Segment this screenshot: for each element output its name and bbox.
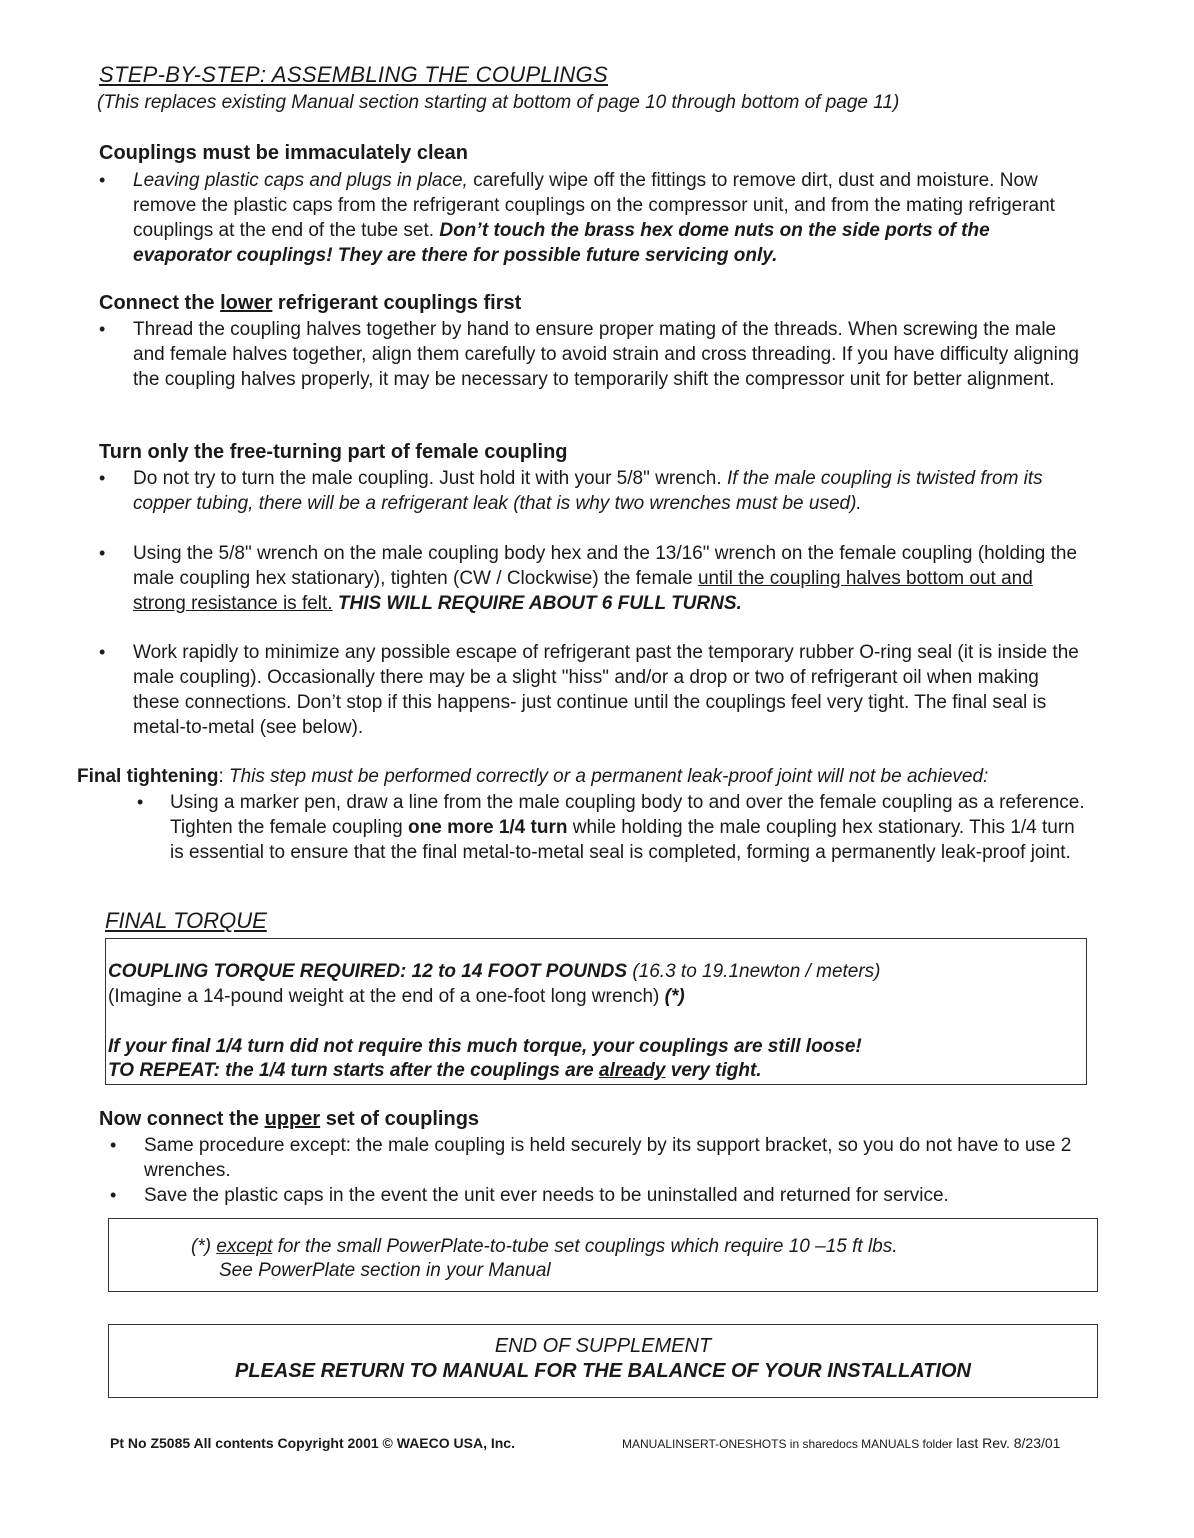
- bullet-dot: •: [99, 170, 106, 190]
- bullet-dot: •: [99, 543, 106, 563]
- bullet-final-1: Using a marker pen, draw a line from the male coupling body to and over the female coupling as a reference. Tighten the female coupling one more 1/4 turn while holding the male coupling hex stationary. This 1/4 turn is essential to ensure that the final metal-to-metal seal is completed, forming a permanently leak-proof joint.: [170, 792, 1085, 863]
- end-line-1: END OF SUPPLEMENT: [494, 1335, 712, 1357]
- bullet-dot: •: [99, 468, 106, 488]
- heading-free-turning: Turn only the free-turning part of female coupling: [99, 441, 568, 463]
- bullet-dot: •: [99, 642, 106, 662]
- page-subtitle: (This replaces existing Manual section starting at bottom of page 10 through bottom of page 11): [97, 92, 900, 113]
- page-title: STEP-BY-STEP: ASSEMBLING THE COUPLINGS: [99, 62, 608, 87]
- torque-box: [105, 938, 1087, 1085]
- note-line-2: See PowerPlate section in your Manual: [219, 1260, 551, 1281]
- end-line-2: PLEASE RETURN TO MANUAL FOR THE BALANCE OF YOUR INSTALLATION: [235, 1360, 971, 1382]
- torque-required-line: COUPLING TORQUE REQUIRED: 12 to 14 FOOT POUNDS (16.3 to 19.1newton / meters): [108, 961, 881, 982]
- footer-revision: MANUALINSERT-ONESHOTS in sharedocs MANUALS folder last Rev. 8/23/01: [622, 1435, 1061, 1451]
- bullet-upper-2: Save the plastic caps in the event the unit ever needs to be uninstalled and returned for service.: [144, 1185, 949, 1206]
- bullet-free-1: Do not try to turn the male coupling. Just hold it with your 5/8" wrench. If the male coupling is twisted from its copper tubing, there will be a refrigerant leak (that is why two wrenches must be used).: [133, 468, 1043, 514]
- bullet-free-2: Using the 5/8" wrench on the male coupling body hex and the 13/16" wrench on the female coupling (holding the male coupling hex stationary), tighten (CW / Clockwise) the female until the coupling halves bottom out and strong resistance is felt. THIS WILL REQUIRE ABOUT 6 FULL TURNS.: [133, 543, 1078, 614]
- bullet-upper-1: Same procedure except: the male coupling is held securely by its support bracket, so you do not have to use 2 wrenches.: [144, 1135, 1072, 1181]
- footer-copyright: Pt No Z5085 All contents Copyright 2001 © WAECO USA, Inc.: [110, 1435, 515, 1451]
- torque-repeat-line: TO REPEAT: the 1/4 turn starts after the couplings are already very tight.: [108, 1060, 762, 1081]
- bullet-dot: •: [110, 1185, 117, 1205]
- torque-imagine-line: (Imagine a 14-pound weight at the end of a one-foot long wrench) (*): [108, 986, 685, 1007]
- bullet-lower-1: Thread the coupling halves together by hand to ensure proper mating of the threads. When screwing the male and female halves together, align them carefully to avoid strain and cross threading. If you have difficulty aligning the coupling halves properly, it may be necessary to temporarily shift the compressor unit for better alignment.: [133, 319, 1079, 390]
- final-torque-title: FINAL TORQUE: [105, 908, 267, 933]
- bullet-free-3: Work rapidly to minimize any possible escape of refrigerant past the temporary rubber O-ring seal (it is inside the male coupling). Occasionally there may be a slight "hiss" and/or a drop or two of refrigerant oil when making these connections. Don’t stop if this happens- just continue until the couplings feel very tight. The final seal is metal-to-metal (see below).: [133, 642, 1079, 738]
- bullet-dot: •: [137, 792, 144, 812]
- bullet-dot: •: [110, 1135, 117, 1155]
- note-line-1: (*) except for the small PowerPlate-to-tube set couplings which require 10 –15 ft lbs.: [191, 1236, 898, 1257]
- heading-clean: Couplings must be immaculately clean: [99, 142, 468, 164]
- end-of-supplement-box: [108, 1324, 1098, 1398]
- bullet-dot: •: [99, 319, 106, 339]
- bullet-clean-1: Leaving plastic caps and plugs in place, carefully wipe off the fittings to remove dirt, dust and moisture. Now remove the plastic caps from the refrigerant couplings on the compressor unit, and from the mating refrigerant couplings at the end of the tube set. Don’t touch the brass hex dome nuts on the side ports of the evaporator couplings! They are there for possible future servicing only.: [133, 170, 1055, 266]
- heading-upper: Now connect the upper set of couplings: [99, 1108, 480, 1130]
- powerplate-note-box: [108, 1218, 1098, 1292]
- torque-warning-line: If your final 1/4 turn did not require this much torque, your couplings are still loose!: [108, 1036, 862, 1057]
- heading-final-tightening: Final tightening: This step must be performed correctly or a permanent leak-proof joint will not be achieved:: [77, 766, 989, 787]
- heading-lower: Connect the lower refrigerant couplings first: [99, 292, 522, 314]
